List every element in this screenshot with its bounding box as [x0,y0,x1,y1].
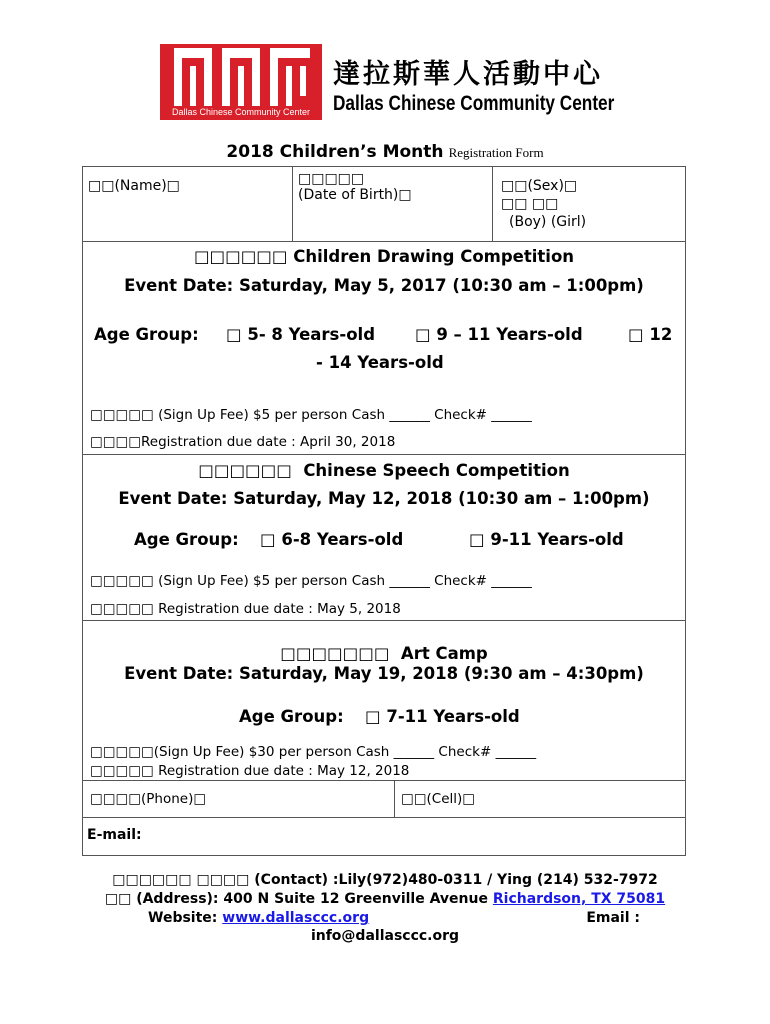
title-sub: Registration Form [448,145,544,160]
section-speech-heading [83,461,685,480]
speech-fee: □□□□□ (Sign Up Fee) $5 per person Cash ______ Check# ______ [90,573,532,589]
sex-options: (Boy) (Girl) [509,214,587,230]
art-camp-event-date: Event Date: Saturday, May 19, 2018 (9:30 am – 4:30pm) [124,664,644,683]
divider [492,167,493,241]
name-field[interactable]: □□(Name)□ [88,178,180,194]
section-drawing-heading [83,247,685,266]
art-camp-due-date: □□□□□ Registration due date : May 12, 2018 [90,763,410,779]
divider [83,454,685,455]
website-label: Website: [148,910,218,926]
title-main: 2018 Children’s Month [226,142,444,162]
heading-en: Art Camp [400,644,488,663]
heading-cn: □□□□□□ [193,247,288,266]
logo-graphic [160,44,322,120]
drawing-due-date: □□□□Registration due date : April 30, 2018 [90,434,396,450]
divider [83,620,685,621]
website-link[interactable]: www.dallasccc.org [222,910,370,926]
age-option-9-11[interactable]: □ 9-11 Years-old [469,530,624,549]
email-field[interactable]: E-mail: [87,827,142,843]
age-option-12-14[interactable]: □ 12 [628,325,673,344]
logo-chinese-name: 達拉斯華人活動中心 [333,59,603,90]
dob-field[interactable]: (Date of Birth)□ [298,187,412,203]
heading-en: Chinese Speech Competition [303,461,570,480]
sex-checkboxes[interactable]: □□ □□ [501,196,559,212]
form-title [0,142,770,162]
footer-website-row [148,910,640,926]
section-art-camp-heading [83,644,685,663]
divider [83,817,685,818]
divider [394,780,395,817]
logo-caption: Dallas Chinese Community Center [171,107,311,117]
registration-form [82,166,686,856]
divider [83,780,685,781]
address-link[interactable]: Richardson, TX 75081 [492,891,666,907]
divider [83,241,685,242]
phone-field[interactable]: □□□□(Phone)□ [90,791,207,807]
speech-due-date: □□□□□ Registration due date : May 5, 2018 [90,601,401,617]
footer-email[interactable]: info@dallasccc.org [310,928,460,944]
footer-contact: □□□□□□ □□□□ (Contact) :Lily(972)480-0311 / Ying (214) 532-7972 [112,872,658,888]
cell-field[interactable]: □□(Cell)□ [401,791,476,807]
drawing-event-date: Event Date: Saturday, May 5, 2017 (10:30 am – 1:00pm) [124,276,644,295]
age-group-label: Age Group: [134,530,239,549]
heading-cn: □□□□□□ [198,461,292,480]
footer-address: □□ (Address): 400 N Suite 12 Greenville Avenue Richardson, TX 75081 [104,891,666,907]
age-option-7-11[interactable]: □ 7-11 Years-old [365,707,520,726]
dob-label-cn: □□□□□ [298,171,365,187]
age-group-label: Age Group: [239,707,344,726]
logo-english-name: Dallas Chinese Community Center [333,92,615,115]
age-option-6-8[interactable]: □ 6-8 Years-old [260,530,404,549]
heading-en: Children Drawing Competition [293,247,575,266]
age-option-12-14-cont: - 14 Years-old [316,353,444,372]
age-option-9-11[interactable]: □ 9 – 11 Years-old [415,325,583,344]
age-group-label: Age Group: [94,325,199,344]
heading-cn: □□□□□□□ [280,644,390,663]
art-camp-fee: □□□□□(Sign Up Fee) $30 per person Cash ______ Check# ______ [90,744,537,760]
divider [292,167,293,241]
speech-event-date: Event Date: Saturday, May 12, 2018 (10:30 am – 1:00pm) [118,489,650,508]
email-label: Email : [586,910,640,926]
sex-label: □□(Sex)□ [501,178,578,194]
drawing-fee: □□□□□ (Sign Up Fee) $5 per person Cash ______ Check# ______ [90,407,532,423]
age-option-5-8[interactable]: □ 5- 8 Years-old [226,325,375,344]
